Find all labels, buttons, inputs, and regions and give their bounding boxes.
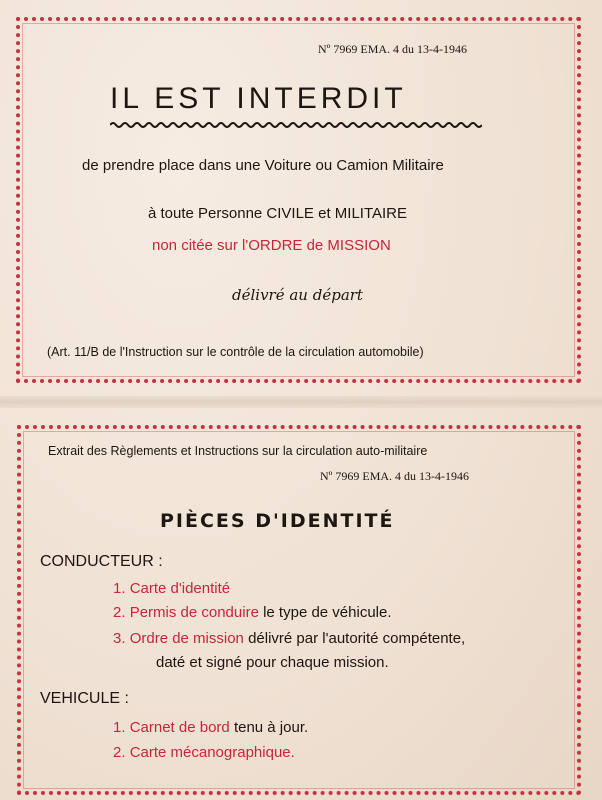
title-underline [110, 121, 482, 129]
page-title: IL EST INTERDIT [110, 82, 407, 115]
item-detail: délivré par l'autorité compétente, [248, 630, 466, 647]
section-heading: PIÈCES D'IDENTITÉ [160, 510, 395, 532]
list-item [113, 719, 308, 736]
fold-crease [0, 396, 602, 408]
item-number: 1. [113, 719, 126, 736]
item-name: Carnet de bord [129, 719, 230, 736]
item-number: 2. [113, 604, 126, 621]
list-item [113, 604, 392, 621]
item-detail: tenu à jour. [233, 719, 309, 736]
top-reference: Nº 7969 EMA. 4 du 13-4-1946 [318, 42, 468, 56]
conducteur-label: CONDUCTEUR : [40, 553, 163, 570]
item-name: Carte d'identité [129, 580, 231, 597]
item-name: Ordre de mission [129, 630, 244, 647]
list-item [113, 744, 295, 761]
vehicule-label: VEHICULE : [40, 690, 129, 707]
list-item [113, 630, 465, 647]
prohibition-line-2: à toute Personne CIVILE et MILITAIRE [148, 205, 408, 222]
bottom-reference: Nº 7969 EMA. 4 du 13-4-1946 [320, 469, 470, 483]
item-number: 1. [113, 580, 126, 597]
extract-heading: Extrait des Règlements et Instructions sur la circulation auto-militaire [48, 444, 428, 458]
item-number: 3. [113, 630, 126, 647]
item-name: Permis de conduire [129, 604, 259, 621]
article-reference: (Art. 11/B de l'Instruction sur le contrôle de la circulation automobile) [47, 345, 424, 359]
prohibition-line-1: de prendre place dans une Voiture ou Camion Militaire [82, 157, 444, 174]
list-item [113, 580, 230, 597]
item-detail-continued: daté et signé pour chaque mission. [156, 654, 389, 671]
item-number: 2. [113, 744, 126, 761]
handwritten-note: délivré au départ [232, 286, 363, 304]
item-name: Carte mécanographique. [129, 744, 295, 761]
top-card-border [16, 17, 581, 383]
prohibition-line-3: non citée sur l'ORDRE de MISSION [152, 237, 391, 254]
item-detail: le type de véhicule. [263, 604, 392, 621]
